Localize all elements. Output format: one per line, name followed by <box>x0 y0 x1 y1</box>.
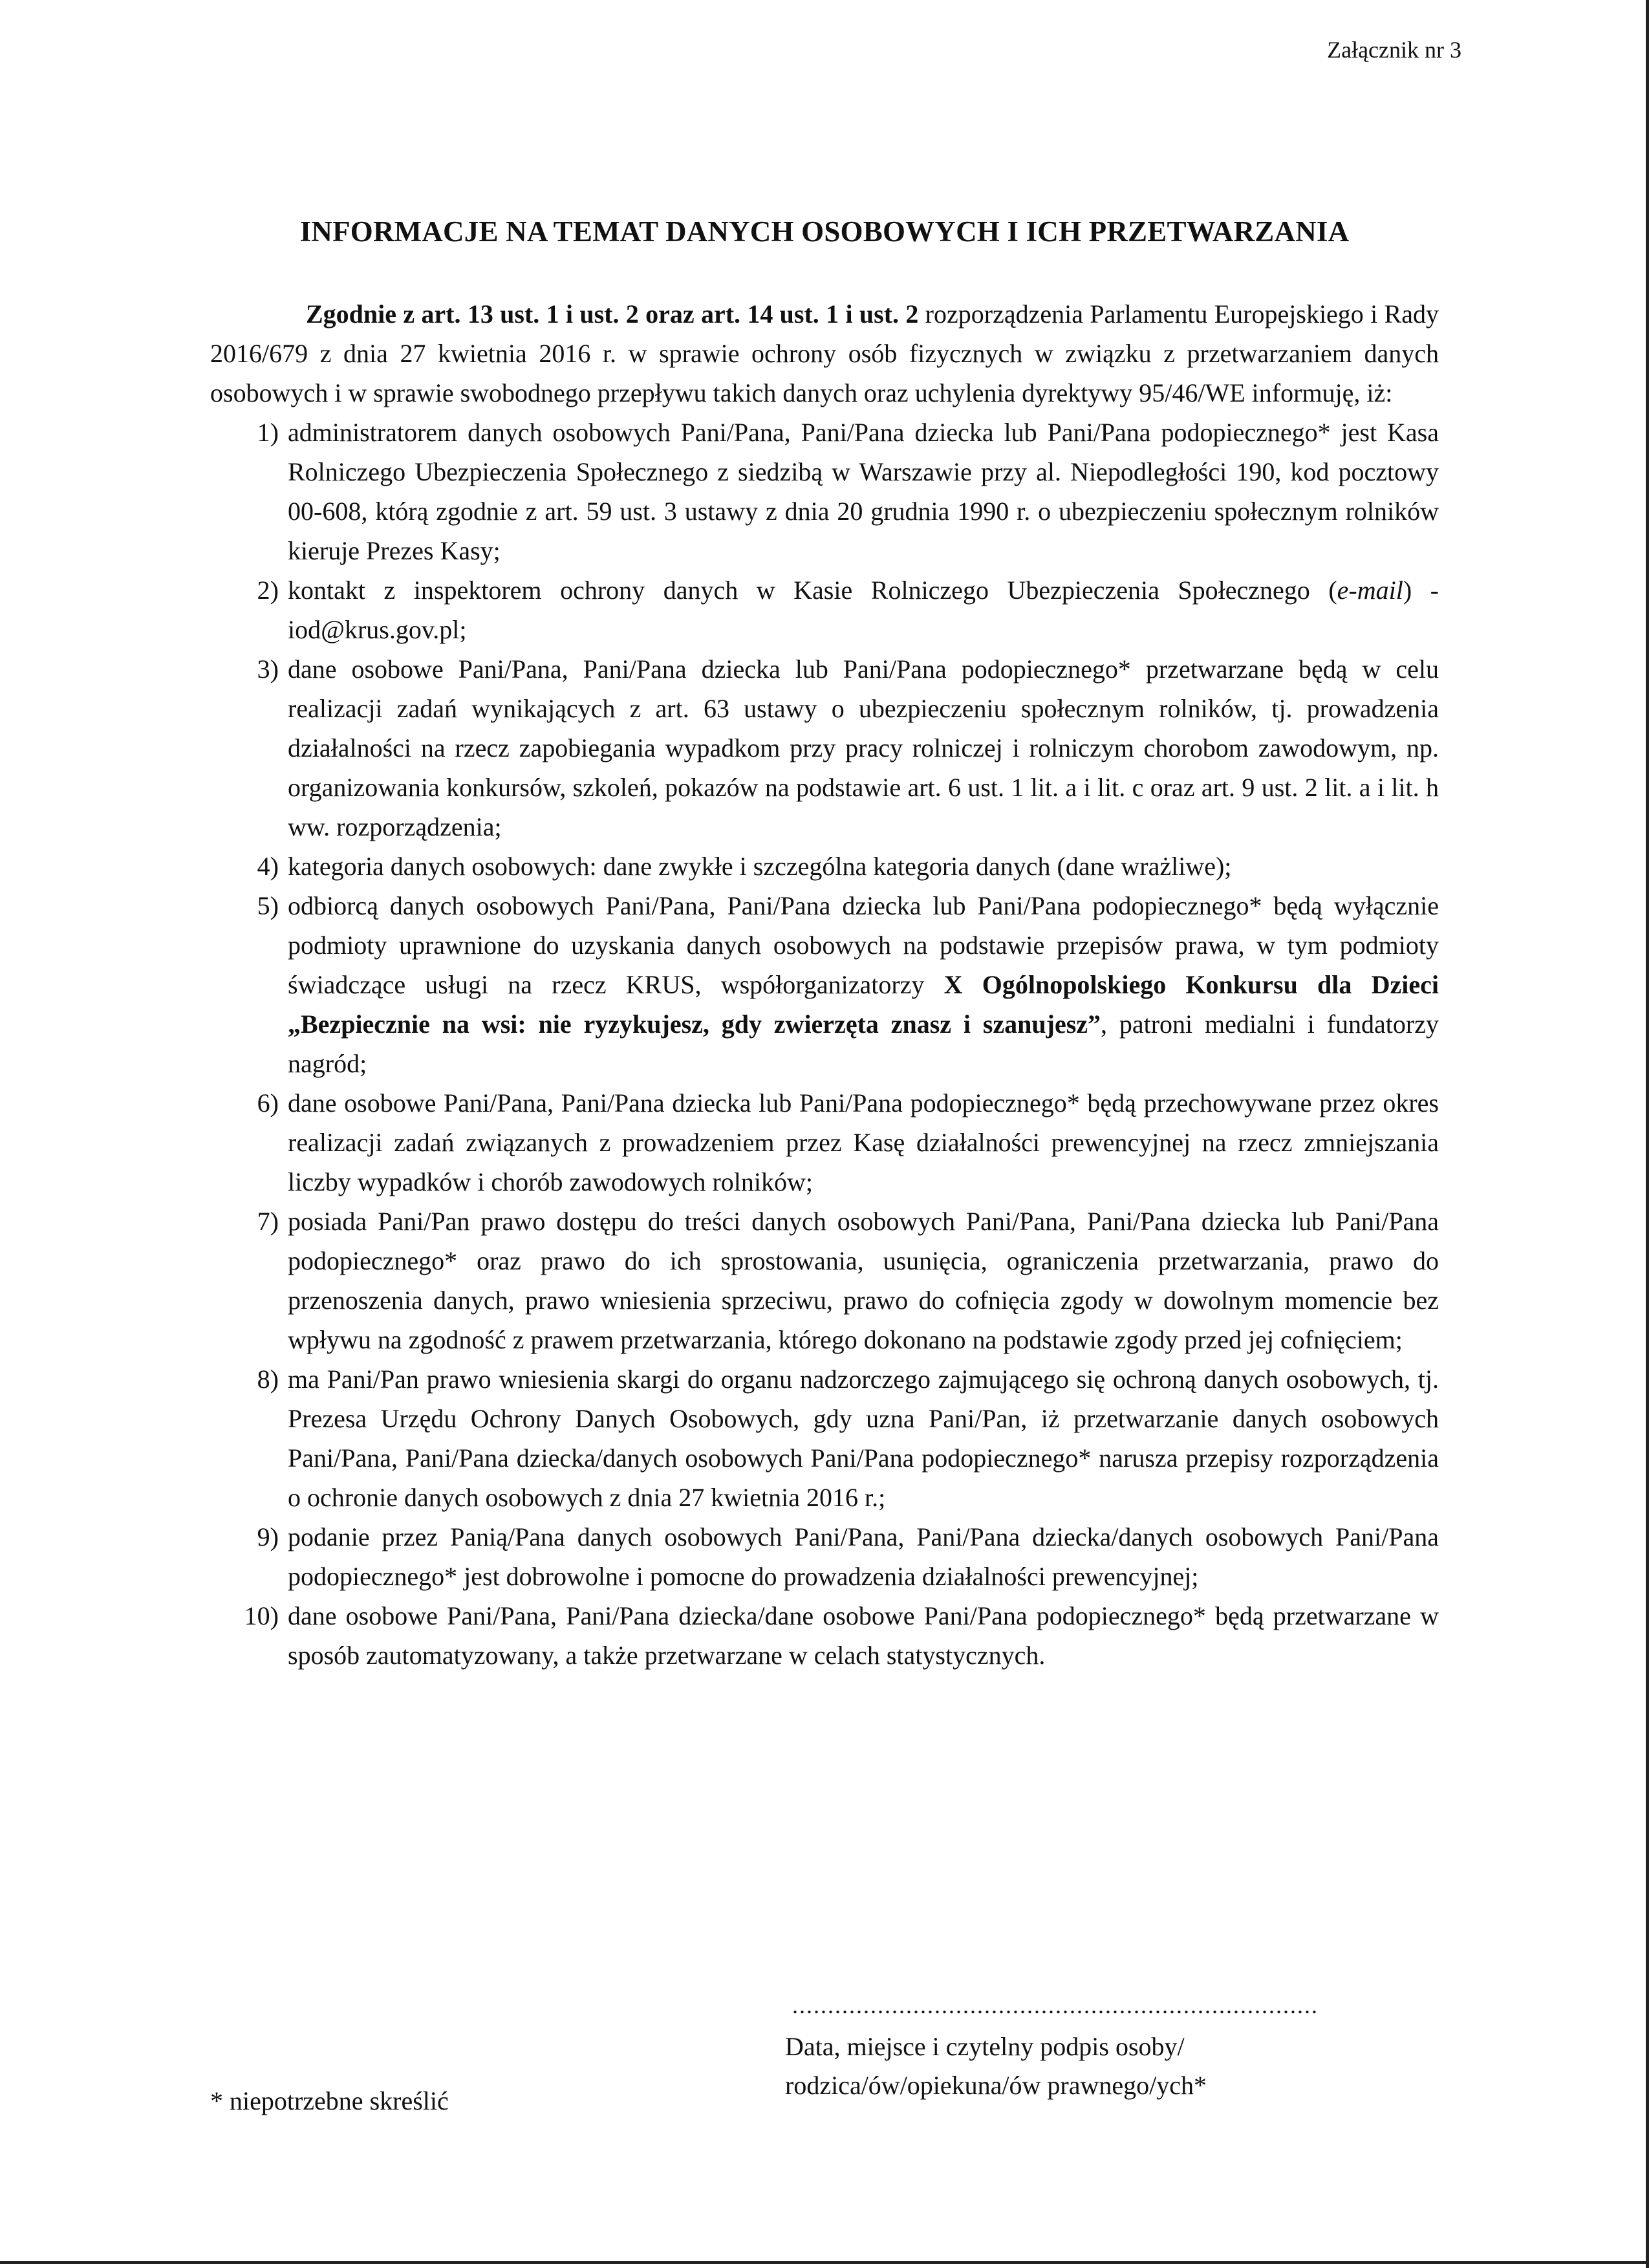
email-label: e-mail <box>1337 576 1403 605</box>
document-title: INFORMACJE NA TEMAT DANYCH OSOBOWYCH I ICH PRZETWARZANIA <box>299 215 1350 248</box>
signature-caption <box>785 2027 1207 2105</box>
list-item-number: 8) <box>257 1365 279 1394</box>
list-item-text: dane osobowe Pani/Pana, Pani/Pana dziecka lub Pani/Pana podopiecznego* będą przechowywane przez okres realizacji zadań związanych z prowadzeniem przez Kasę działalności prewencyjnej na rzecz zmniejszania liczby wypadków i chorób zawodowych rolników; <box>288 1088 1439 1196</box>
list-item-text: , patroni medialni i fundatorzy nagród; <box>288 1010 1439 1078</box>
list-item-number: 3) <box>257 654 279 684</box>
list-item-number: 6) <box>257 1088 279 1118</box>
list-item-text: odbiorcą danych osobowych Pani/Pana, Pani/Pana dziecka lub Pani/Pana podopiecznego* będą wyłącznie podmioty uprawnione do uzyskania danych osobowych na podstawie przepisów prawa, w tym podmioty świadczące usługi na rzecz KRUS, współorganizatorzy <box>288 891 1439 999</box>
intro-paragraph <box>210 294 1439 413</box>
list-item <box>257 1359 1439 1517</box>
information-list <box>210 413 1439 1675</box>
footnote: * niepotrzebne skreślić <box>210 2086 449 2115</box>
list-item <box>257 1517 1439 1596</box>
signature-caption-line: rodzica/ów/opiekuna/ów prawnego/ych* <box>785 2071 1207 2100</box>
list-item <box>257 847 1439 886</box>
list-item <box>257 413 1439 570</box>
list-item <box>257 1202 1439 1359</box>
list-item-text: administratorem danych osobowych Pani/Pana, Pani/Pana dziecka lub Pani/Pana podopiecznego* jest Kasa Rolniczego Ubezpieczenia Społecznego z siedzibą w Warszawie przy al. Niepodległości 190, kod pocztowy 00-608, którą zgodnie z art. 59 ust. 3 ustawy z dnia 20 grudnia 1990 r. o ubezpieczeniu społecznym rolników kieruje Prezes Kasy; <box>288 418 1439 565</box>
list-item-number: 9) <box>257 1522 279 1551</box>
list-item-text: dane osobowe Pani/Pana, Pani/Pana dziecka lub Pani/Pana podopiecznego* przetwarzane będą w celu realizacji zadań wynikających z art. 63 ustawy o ubezpieczeniu społecznym rolników, tj. prowadzenia działalności na rzecz zapobiegania wypadkom przy pracy rolniczej i rolniczym chorobom zawodowym, np. organizowania konkursów, szkoleń, pokazów na podstawie art. 6 ust. 1 lit. a i lit. c oraz art. 9 ust. 2 lit. a i lit. h ww. rozporządzenia; <box>288 654 1439 841</box>
contest-name: X Ogólnopolskiego Konkursu dla Dzieci „Bezpiecznie na wsi: nie ryzykujesz, gdy zwierzęta znasz i szanujesz” <box>288 970 1439 1039</box>
list-item-text: podanie przez Panią/Pana danych osobowych Pani/Pana, Pani/Pana dziecka/danych osobowych Pani/Pana podopiecznego* jest dobrowolne i pomocne do prowadzenia działalności prewencyjnej; <box>288 1522 1439 1591</box>
signature-line: .......................................................................... <box>792 1993 1319 2018</box>
list-item-number: 7) <box>257 1207 279 1236</box>
attachment-label: Załącznik nr 3 <box>1327 37 1461 63</box>
list-item-text: kategoria danych osobowych: dane zwykłe i szczególna kategoria danych (dane wrażliwe); <box>288 852 1232 881</box>
list-item <box>257 649 1439 847</box>
list-item <box>257 886 1439 1083</box>
list-item-number: 4) <box>257 852 279 881</box>
list-item <box>244 1596 1439 1675</box>
list-item-number: 10) <box>244 1601 279 1630</box>
intro-legal-basis: Zgodnie z art. 13 ust. 1 i ust. 2 oraz art. 14 ust. 1 i ust. 2 <box>306 299 919 329</box>
document-body <box>210 294 1439 1675</box>
signature-caption-line: Data, miejsce i czytelny podpis osoby/ <box>785 2032 1185 2061</box>
list-item <box>257 1083 1439 1202</box>
list-item <box>257 570 1439 649</box>
list-item-number: 1) <box>257 418 279 447</box>
intro-text: rozporządzenia Parlamentu Europejskiego i Rady 2016/679 z dnia 27 kwietnia 2016 r. w sprawie ochrony osób fizycznych w związku z przetwarzaniem danych osobowych i w sprawie swobodnego przepływu takich danych oraz uchylenia dyrektywy 95/46/WE informuję, iż: <box>210 299 1439 407</box>
scan-edge-mark <box>1646 0 1649 2268</box>
list-item-text: dane osobowe Pani/Pana, Pani/Pana dziecka/dane osobowe Pani/Pana podopiecznego* będą przetwarzane w sposób zautomatyzowany, a także przetwarzane w celach statystycznych. <box>288 1601 1439 1670</box>
list-item-number: 5) <box>257 891 279 920</box>
list-item-text: posiada Pani/Pan prawo dostępu do treści danych osobowych Pani/Pana, Pani/Pana dziecka lub Pani/Pana podopiecznego* oraz prawo do ich sprostowania, usunięcia, ograniczenia przetwarzania, prawo do przenoszenia danych, prawo wniesienia sprzeciwu, prawo do cofnięcia zgody w dowolnym momencie bez wpływu na zgodność z prawem przetwarzania, którego dokonano na podstawie zgody przed jej cofnięciem; <box>288 1207 1439 1354</box>
scan-edge-mark <box>0 2261 1649 2264</box>
list-item-text: ) - iod@krus.gov.pl; <box>288 576 1439 644</box>
list-item-text: ma Pani/Pan prawo wniesienia skargi do organu nadzorczego zajmującego się ochroną danych osobowych, tj. Prezesa Urzędu Ochrony Danych Osobowych, gdy uzna Pani/Pan, iż przetwarzanie danych osobowych Pani/Pana, Pani/Pana dziecka/danych osobowych Pani/Pana podopiecznego* narusza przepisy rozporządzenia o ochronie danych osobowych z dnia 27 kwietnia 2016 r.; <box>288 1365 1439 1512</box>
list-item-text: kontakt z inspektorem ochrony danych w Kasie Rolniczego Ubezpieczenia Społecznego ( <box>288 576 1337 605</box>
list-item-number: 2) <box>257 576 279 605</box>
